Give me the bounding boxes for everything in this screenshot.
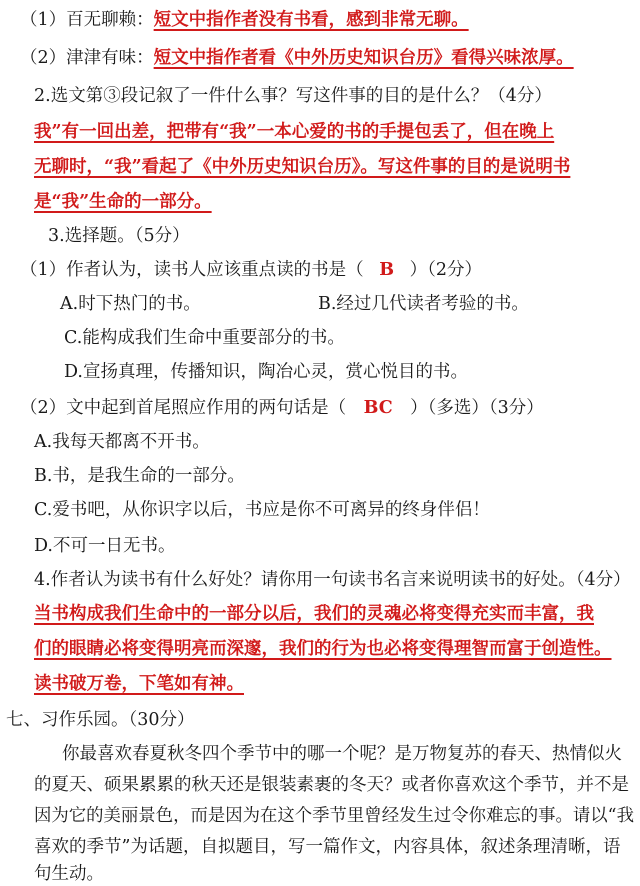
section7-body-line-1: 你最喜欢春夏秋冬四个季节中的哪一个呢？是万物复苏的春天、热情似火 [62,744,622,764]
q3-sub1-option-b: B.经过几代读者考验的书。 [318,294,529,314]
q1-item1-label: （1）百无聊赖： [20,10,154,30]
q3-sub2-option-c: C.爱书吧，从你识字以后，书应是你不可离异的终身伴侣！ [34,500,490,520]
section7-body-line-5: 句生动。 [34,864,104,884]
q3-sub2-answer: BC [363,398,393,418]
q1-item2-answer: 短文中指作者看《中外历史知识台历》看得兴味浓厚。 [153,48,574,68]
section7-body-line-3: 因为它的美丽景色，而是因为在这个季节里曾经发生过令你难忘的事。请以“我 [34,806,634,826]
q3-sub2-option-a: A.我每天都离不开书。 [34,432,210,452]
q4-question: 4.作者认为读书有什么好处？请你用一句读书名言来说明读书的好处。（4分） [34,570,631,590]
q3-sub1-option-d: D.宣扬真理，传播知识，陶冶心灵，赏心悦目的书。 [64,362,468,382]
q3-heading: 3.选择题。（5分） [48,226,190,246]
q3-sub2-option-b: B.书，是我生命的一部分。 [34,466,245,486]
section7-body-line-4: 喜欢的季节”为话题，自拟题目，写一篇作文，内容具体，叙述条理清晰，语 [34,837,621,857]
q3-sub2-option-d: D.不可一日无书。 [34,536,176,556]
q3-sub2-stem [20,396,544,420]
q3-sub1-option-a: A.时下热门的书。 [60,294,201,314]
q2-answer-line-3: 是“我”生命的一部分。 [34,192,212,212]
q3-sub1-stem-after: ）（2分） [409,260,483,280]
q4-answer-line-2: 们的眼睛必将变得明亮而深邃，我们的行为也必将变得理智而富于创造性。 [34,639,612,659]
q2-question: 2.选文第③段记叙了一件什么事？写这件事的目的是什么？（4分） [34,86,552,106]
q3-sub2-stem-after: ）（多选）（3分） [410,398,544,418]
q1-item2-label: （2）津津有味： [20,48,154,68]
q1-item2 [20,46,574,70]
q4-answer-line-3: 读书破万卷，下笔如有神。 [34,674,244,694]
q1-item1 [20,8,469,32]
q4-answer-line-1: 当书构成我们生命中的一部分以后，我们的灵魂必将变得充实而丰富，我 [34,604,594,624]
q1-item1-answer: 短文中指作者没有书看，感到非常无聊。 [153,10,469,30]
section7-heading: 七、习作乐园。（30分） [6,710,195,730]
q3-sub2-stem-before: （2）文中起到首尾照应作用的两句话是（ [20,398,347,418]
section7-body-line-2: 的夏天、硕果累累的秋天还是银装素裹的冬天？或者你喜欢这个季节，并不是 [34,775,629,795]
q2-answer-line-2: 无聊时，“我”看起了《中外历史知识台历》。写这件事的目的是说明书 [34,157,571,177]
q3-sub1-option-c: C.能构成我们生命中重要部分的书。 [64,328,345,348]
q3-sub1-answer: B [379,260,395,280]
q3-sub1-stem [20,258,482,282]
q2-answer-line-1: 我”有一回出差，把带有“我”一本心爱的书的手提包丢了，但在晚上 [34,122,555,142]
q3-sub1-stem-before: （1）作者认为，读书人应该重点读的书是（ [20,260,364,280]
